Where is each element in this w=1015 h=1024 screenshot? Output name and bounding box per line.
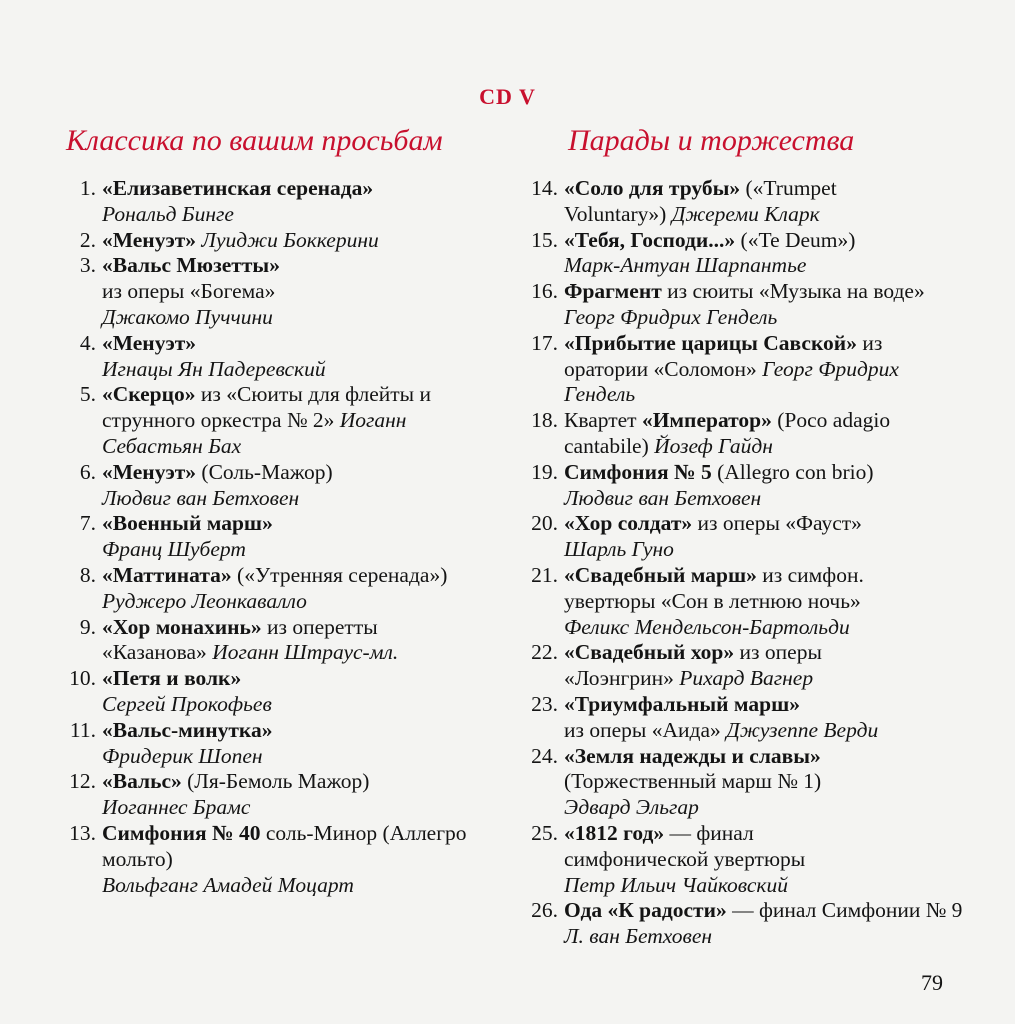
track-number: 14.: [531, 176, 558, 200]
track-detail: («Te Deum»): [740, 227, 856, 252]
track-composer: Рональд Бинге: [102, 201, 234, 226]
track-9: [0, 615, 490, 667]
track-12: [0, 769, 490, 821]
track-title: «Свадебный хор»: [564, 640, 735, 665]
track-detail: соль-Минор (Аллегро мольто): [102, 820, 467, 871]
track-title: «Хор солдат»: [564, 511, 693, 536]
track-1: [0, 176, 490, 228]
track-number: 11.: [69, 717, 96, 742]
track-title: «Маттината»: [102, 562, 232, 587]
track-composer: Джакомо Пуччини: [102, 304, 273, 329]
track-number: 12.: [69, 769, 96, 794]
track-title: «Военный марш»: [102, 511, 273, 536]
track-number: 5.: [79, 382, 96, 407]
track-detail: из сюиты «Музыка на воде»: [667, 279, 925, 304]
track-number: 3.: [79, 253, 96, 278]
track-composer: Вольфганг Амадей Моцарт: [102, 872, 354, 897]
track-title: «Менуэт»: [102, 227, 197, 252]
track-number: 18.: [531, 408, 558, 433]
track-composer: Игнацы Ян Падеревский: [102, 356, 326, 381]
track-26: [510, 898, 1010, 950]
track-number: 26.: [531, 898, 558, 923]
track-title: «Прибытие царицы Савской»: [564, 330, 857, 355]
track-number: 2.: [79, 227, 96, 252]
track-number: 15.: [531, 227, 558, 252]
track-18: [510, 408, 1010, 460]
track-3: [0, 253, 490, 330]
right-column-heading: Парады и торжества: [568, 124, 855, 157]
track-composer: Шарль Гуно: [564, 537, 674, 562]
track-title: «Триумфальный марш»: [564, 691, 801, 716]
track-composer: Петр Ильич Чайковский: [564, 872, 788, 897]
track-composer: Фридерик Шопен: [102, 743, 263, 768]
track-detail: из оратории «Соломон»: [564, 330, 883, 381]
track-composer: Эдвард Эльгар: [564, 795, 699, 820]
track-detail: из оперы «Лоэнгрин»: [564, 640, 822, 691]
track-composer: Л. ван Бетховен: [564, 924, 713, 949]
track-composer: Франц Шуберт: [102, 537, 246, 562]
track-title: «Скерцо»: [102, 382, 196, 407]
track-detail: («Утренняя серенада»): [237, 562, 448, 587]
track-19: [510, 460, 1010, 512]
track-title: «Менуэт»: [102, 459, 197, 484]
track-composer: Иоганнес Брамс: [102, 795, 251, 820]
track-composer: Георг Фридрих Гендель: [564, 304, 778, 329]
track-composer: Иоганн Штраус-мл.: [212, 640, 399, 665]
track-detail: из симфон. увертюры «Сон в летнюю ночь»: [564, 562, 864, 613]
track-composer: Руджеро Леонкавалло: [102, 588, 307, 613]
track-number: 7.: [79, 511, 96, 536]
track-7: [0, 511, 490, 563]
track-title: «Петя и волк»: [102, 666, 242, 691]
track-composer: Джереми Кларк: [671, 201, 820, 226]
track-6: [0, 460, 490, 512]
track-composer: Марк-Антуан Шарпантье: [564, 253, 807, 278]
track-detail: — финал симфонической увертюры: [564, 820, 806, 871]
track-number: 4.: [79, 330, 96, 355]
track-composer: Луиджи Боккерини: [201, 227, 379, 252]
track-number: 20.: [531, 511, 558, 536]
track-number: 6.: [79, 459, 96, 484]
left-track-list: [0, 176, 490, 898]
track-25: [510, 821, 1010, 898]
track-detail: («Trumpet Voluntary»): [564, 176, 837, 226]
track-number: 17.: [531, 330, 558, 355]
track-detail: из оперы «Аида»: [564, 717, 721, 742]
track-detail: из оперы «Богема»: [102, 279, 276, 304]
track-number: 1.: [79, 176, 96, 200]
track-title: «Свадебный марш»: [564, 562, 757, 587]
track-number: 10.: [69, 666, 96, 691]
track-title: «Вальс Мюзетты»: [102, 253, 280, 278]
track-detail: (Poco adagio cantabile): [564, 408, 891, 458]
track-composer: Людвиг ван Бетховен: [102, 485, 300, 510]
track-composer: Иоганн Себастьян Бах: [102, 408, 407, 458]
track-number: 13.: [69, 820, 96, 845]
track-composer: Феликс Мендельсон-Бартольди: [564, 614, 850, 639]
cd-label: CD V: [479, 84, 536, 109]
track-composer: Рихард Вагнер: [679, 666, 814, 691]
track-composer: Георг Фридрих Гендель: [564, 356, 899, 407]
track-number: 23.: [531, 691, 558, 716]
track-title: Симфония № 5: [564, 459, 712, 484]
track-20: [510, 511, 1010, 563]
track-number: 19.: [531, 459, 558, 484]
right-track-list: [510, 176, 1010, 950]
track-title: «Тебя, Господи...»: [564, 227, 736, 252]
track-13: [0, 821, 490, 898]
track-title: «Елизаветинская серенада»: [102, 176, 374, 200]
track-title: «Менуэт»: [102, 330, 197, 355]
left-column-heading: Классика по вашим просьбам: [66, 124, 443, 157]
track-22: [510, 640, 1010, 692]
track-title: «1812 год»: [564, 820, 665, 845]
track-title: «Хор монахинь»: [102, 614, 262, 639]
track-21: [510, 563, 1010, 640]
track-5: [0, 382, 490, 459]
track-number: 16.: [531, 279, 558, 304]
track-11: [0, 718, 490, 770]
track-number: 8.: [79, 562, 96, 587]
track-14: [510, 176, 1010, 228]
track-detail: (Соль-Мажор): [201, 459, 333, 484]
track-detail: (Торжественный марш № 1): [564, 769, 822, 794]
track-title: «Соло для трубы»: [564, 176, 741, 200]
track-number: 22.: [531, 640, 558, 665]
track-title: Ода «К радости»: [564, 898, 727, 923]
track-detail: из оперы «Фауст»: [697, 511, 862, 536]
page-number: 79: [921, 970, 943, 995]
track-detail: (Allegro con brio): [717, 459, 874, 484]
track-24: [510, 744, 1010, 821]
track-number: 24.: [531, 743, 558, 768]
track-prefix: Квартет: [564, 408, 637, 433]
track-detail: (Ля-Бемоль Мажор): [187, 769, 370, 794]
track-17: [510, 331, 1010, 408]
track-number: 25.: [531, 820, 558, 845]
track-composer: Людвиг ван Бетховен: [564, 485, 762, 510]
track-title: Фрагмент: [564, 279, 662, 304]
track-2: [0, 228, 490, 254]
track-10: [0, 666, 490, 718]
track-15: [510, 228, 1010, 280]
track-composer: Йозеф Гайдн: [654, 433, 773, 458]
track-16: [510, 279, 1010, 331]
track-4: [0, 331, 490, 383]
track-title: «Император»: [641, 408, 772, 433]
track-composer: Сергей Прокофьев: [102, 691, 272, 716]
track-title: «Вальс-минутка»: [102, 717, 273, 742]
track-title: Симфония № 40: [102, 820, 261, 845]
track-composer: Джузеппе Верди: [726, 717, 879, 742]
track-detail: из «Сюиты для флейты и струнного оркестра № 2»: [102, 382, 431, 433]
track-title: «Земля надежды и славы»: [564, 743, 821, 768]
track-title: «Вальс»: [102, 769, 182, 794]
track-detail: из оперетты «Казанова»: [102, 614, 378, 665]
track-8: [0, 563, 490, 615]
track-number: 21.: [531, 562, 558, 587]
track-number: 9.: [79, 614, 96, 639]
track-detail: — финал Симфонии № 9: [732, 898, 963, 923]
track-23: [510, 692, 1010, 744]
